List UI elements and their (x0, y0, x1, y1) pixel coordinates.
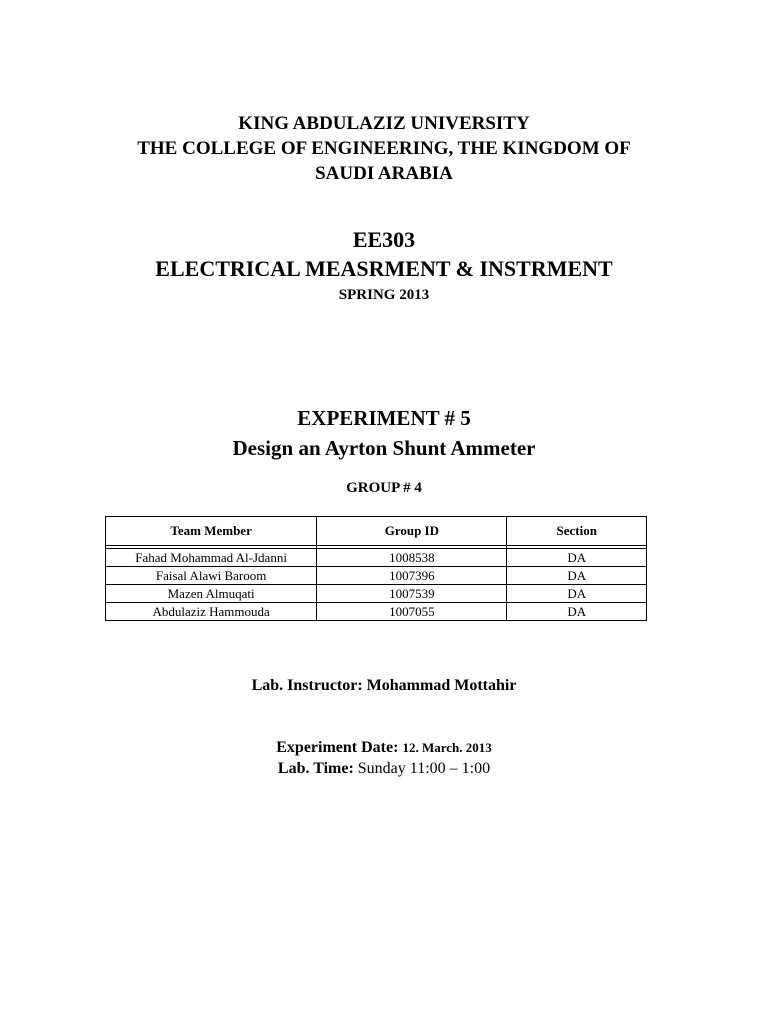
experiment-date-line (0, 737, 768, 758)
group-label: GROUP # 4 (346, 480, 422, 496)
header-section: Section (507, 517, 647, 546)
table-row (106, 549, 647, 567)
experiment-date-label: Experiment Date: (276, 739, 399, 756)
course-name: ELECTRICAL MEASRMENT & INSTRMENT (155, 256, 613, 281)
member-id: 1007539 (317, 585, 507, 603)
university-name: KING ABDULAZIZ UNIVERSITY (238, 113, 530, 134)
member-section: DA (507, 603, 647, 621)
experiment-block (0, 403, 768, 463)
experiment-date-value: 12. March. 2013 (402, 740, 492, 755)
college-name: THE COLLEGE OF ENGINEERING, THE KINGDOM OF (137, 138, 631, 159)
member-id: 1007055 (317, 603, 507, 621)
table-row (106, 603, 647, 621)
table-row (106, 585, 647, 603)
members-table (105, 516, 647, 621)
member-section: DA (507, 567, 647, 585)
member-id: 1007396 (317, 567, 507, 585)
member-section: DA (507, 585, 647, 603)
header-team-member: Team Member (106, 517, 317, 546)
member-name: Faisal Alawi Baroom (106, 567, 317, 585)
lab-time-value: Sunday 11:00 – 1:00 (357, 760, 491, 777)
country-name: SAUDI ARABIA (315, 163, 453, 184)
member-section: DA (507, 549, 647, 567)
course-term: SPRING 2013 (338, 287, 430, 303)
member-name: Abdulaziz Hammouda (106, 603, 317, 621)
university-header (0, 111, 768, 186)
course-code: EE303 (352, 227, 416, 252)
table-header-row (106, 517, 647, 546)
course-block (0, 226, 768, 306)
table-row (106, 567, 647, 585)
member-name: Fahad Mohammad Al-Jdanni (106, 549, 317, 567)
experiment-title: Design an Ayrton Shunt Ammeter (232, 436, 536, 460)
lab-instructor: Lab. Instructor: Mohammad Mottahir (251, 677, 517, 694)
lab-time-label: Lab. Time: (277, 760, 354, 777)
header-group-id: Group ID (317, 517, 507, 546)
member-name: Mazen Almuqati (106, 585, 317, 603)
schedule-block (0, 737, 768, 779)
lab-time-line (0, 758, 768, 779)
experiment-number: EXPERIMENT # 5 (297, 406, 471, 430)
member-id: 1008538 (317, 549, 507, 567)
